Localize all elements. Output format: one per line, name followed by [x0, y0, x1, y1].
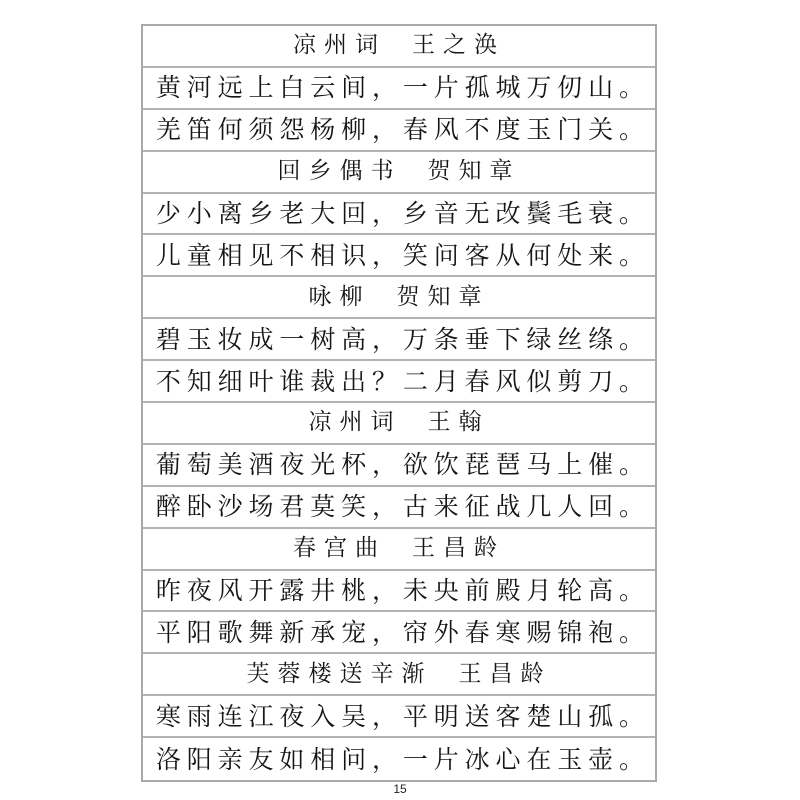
poem-character: 。 — [619, 240, 645, 270]
poem-character: ， — [372, 576, 398, 606]
poem-character: 回 — [588, 492, 614, 522]
poem-character: 高 — [588, 576, 614, 606]
poem-character: 黄 — [155, 73, 181, 103]
poem-character: 阳 — [186, 617, 212, 647]
poem-character: 。 — [619, 701, 645, 731]
poem-character: ， — [372, 324, 398, 354]
poem-title: 咏柳 — [308, 283, 371, 310]
poem-character: 春 — [402, 115, 428, 145]
poem-character: 月 — [526, 576, 552, 606]
poem-character: 锦 — [557, 617, 583, 647]
poem-character: 羌 — [155, 115, 181, 145]
poem-character: 孤 — [588, 701, 614, 731]
poem-character: 春 — [464, 366, 490, 396]
poem-title: 春宫曲 — [293, 535, 386, 562]
poem-author: 王昌龄 — [412, 535, 505, 562]
poem-character: 舞 — [248, 617, 274, 647]
poem-character: 乡 — [402, 199, 428, 228]
poem-character: 风 — [433, 115, 459, 145]
poem-character: 琶 — [495, 450, 521, 480]
poem-character: 卧 — [186, 492, 212, 522]
poem-character: 。 — [619, 115, 645, 145]
poem-character: 昨 — [155, 576, 181, 606]
poem-character: 不 — [279, 240, 305, 270]
poem-title-row — [143, 403, 655, 445]
poem-character: 片 — [433, 73, 459, 103]
poem-character: 须 — [248, 115, 274, 145]
poem-character: 河 — [186, 73, 212, 103]
poem-character: 玉 — [557, 744, 583, 774]
poem-character: 井 — [310, 576, 336, 606]
poem-character: 上 — [248, 73, 274, 103]
poem-character: 饮 — [433, 450, 459, 480]
poem-title: 凉州词 — [293, 32, 386, 59]
poem-character: 上 — [557, 450, 583, 480]
poem-character: 刀 — [588, 366, 614, 396]
poem-line — [143, 68, 655, 110]
poem-character: ， — [372, 199, 398, 228]
poem-character: 杨 — [310, 115, 336, 145]
poem-character: 几 — [526, 492, 552, 522]
poem-character: 前 — [464, 576, 490, 606]
poem-character: 衰 — [588, 199, 614, 228]
poem-line — [143, 319, 655, 361]
poem-character: 相 — [310, 744, 336, 774]
poem-character: 不 — [155, 366, 181, 396]
poem-character: 改 — [495, 199, 521, 228]
poem-character: 一 — [279, 324, 305, 354]
poem-character: 入 — [310, 701, 336, 731]
poem-character: 毛 — [557, 199, 583, 228]
poem-character: 战 — [495, 492, 521, 522]
poem-character: 山 — [557, 701, 583, 731]
poem-character: 。 — [619, 366, 645, 396]
poem-character: 间 — [341, 73, 367, 103]
poem-character: 来 — [588, 240, 614, 270]
poem-character: 儿 — [155, 240, 181, 270]
poem-character: 承 — [310, 617, 336, 647]
poem-character: ？ — [372, 366, 398, 396]
poem-author: 贺知章 — [427, 158, 521, 185]
poem-character: 白 — [279, 73, 305, 103]
poem-character: 小 — [186, 199, 212, 228]
poem-character: 征 — [464, 492, 490, 522]
poem-character: 片 — [433, 744, 459, 774]
poem-character: 客 — [495, 701, 521, 731]
poem-line — [143, 571, 655, 613]
poem-character: 云 — [310, 73, 336, 103]
poem-title-row — [143, 654, 655, 696]
poem-character: 从 — [495, 240, 521, 270]
poem-character: 央 — [433, 576, 459, 606]
poem-character: 酒 — [248, 450, 274, 480]
poem-title-row — [143, 26, 655, 68]
poem-character: 似 — [526, 366, 552, 396]
poem-character: 杯 — [341, 450, 367, 480]
poem-character: 少 — [155, 199, 181, 228]
poem-author: 贺知章 — [396, 283, 490, 310]
poem-character: 叶 — [248, 366, 274, 396]
poem-character: ， — [372, 73, 398, 103]
poem-line — [143, 738, 655, 780]
poem-character: 人 — [557, 492, 583, 522]
poem-character: 出 — [341, 366, 367, 396]
poem-character: 吴 — [341, 701, 367, 731]
poem-character: 轮 — [557, 576, 583, 606]
poem-character: 大 — [310, 199, 336, 228]
poem-character: 。 — [619, 199, 645, 228]
poem-line — [143, 361, 655, 403]
poem-character: 乡 — [248, 199, 274, 228]
poem-character: 。 — [619, 324, 645, 354]
poem-character: 风 — [217, 576, 243, 606]
poem-character: 万 — [402, 324, 428, 354]
poem-character: 远 — [217, 73, 243, 103]
poem-character: 笑 — [341, 492, 367, 522]
poem-character: 楚 — [526, 701, 552, 731]
poem-character: 宠 — [341, 617, 367, 647]
poem-character: 未 — [402, 576, 428, 606]
poem-character: 笑 — [402, 240, 428, 270]
poem-character: 条 — [433, 324, 459, 354]
poem-author: 王之涣 — [412, 32, 505, 59]
poem-character: 赐 — [526, 617, 552, 647]
poem-character: 醉 — [155, 492, 181, 522]
poem-character: 场 — [248, 492, 274, 522]
poem-character: 回 — [341, 199, 367, 228]
poem-character: 壶 — [588, 744, 614, 774]
poem-line — [143, 696, 655, 738]
poem-character: ， — [372, 450, 398, 480]
poem-character: 平 — [155, 617, 181, 647]
poem-character: 孤 — [464, 73, 490, 103]
poem-line — [143, 445, 655, 487]
poem-character: 垂 — [464, 324, 490, 354]
poem-title: 凉州词 — [308, 409, 402, 436]
poem-character: 相 — [217, 240, 243, 270]
poem-character: 。 — [619, 492, 645, 522]
poem-character: 。 — [619, 73, 645, 103]
page-number: 15 — [393, 782, 407, 796]
poem-character: 妆 — [217, 324, 243, 354]
poem-character: 何 — [526, 240, 552, 270]
poem-character: 仞 — [557, 73, 583, 103]
poem-character: 一 — [402, 744, 428, 774]
poem-character: ， — [372, 617, 398, 647]
poem-character: 夜 — [279, 450, 305, 480]
poem-character: 树 — [310, 324, 336, 354]
poem-character: 识 — [341, 240, 367, 270]
poem-character: ， — [372, 701, 398, 731]
poem-character: 绿 — [526, 324, 552, 354]
poem-character: 山 — [588, 73, 614, 103]
poem-character: 音 — [433, 199, 459, 228]
poem-character: 问 — [433, 240, 459, 270]
poem-title-row — [143, 529, 655, 571]
poem-character: 平 — [402, 701, 428, 731]
poem-character: 洛 — [155, 744, 181, 774]
poem-character: 马 — [526, 450, 552, 480]
poem-character: 光 — [310, 450, 336, 480]
poem-character: 送 — [464, 701, 490, 731]
poem-character: 城 — [495, 73, 521, 103]
poem-character: 度 — [495, 115, 521, 145]
poem-line — [143, 110, 655, 152]
copybook-grid — [141, 24, 657, 782]
poem-character: 帘 — [402, 617, 428, 647]
poem-character: 新 — [279, 617, 305, 647]
poem-character: 在 — [526, 744, 552, 774]
poem-character: 萄 — [186, 450, 212, 480]
poem-line — [143, 194, 655, 236]
poem-character: 开 — [248, 576, 274, 606]
poem-character: 月 — [433, 366, 459, 396]
poem-character: 处 — [557, 240, 583, 270]
poem-character: 如 — [279, 744, 305, 774]
poem-character: 古 — [402, 492, 428, 522]
poem-character: 绦 — [588, 324, 614, 354]
poem-character: 夜 — [186, 576, 212, 606]
poem-character: 催 — [588, 450, 614, 480]
poem-character: 何 — [217, 115, 243, 145]
poem-character: 高 — [341, 324, 367, 354]
poem-title: 回乡偶书 — [277, 158, 402, 185]
poem-character: 心 — [495, 744, 521, 774]
poem-character: 客 — [464, 240, 490, 270]
poem-title-row — [143, 277, 655, 319]
poem-character: 明 — [433, 701, 459, 731]
poem-character: 阳 — [186, 744, 212, 774]
poem-author: 王昌龄 — [458, 660, 552, 687]
poem-character: 关 — [588, 115, 614, 145]
poem-character: 丝 — [557, 324, 583, 354]
poem-character: 露 — [279, 576, 305, 606]
poem-character: 殿 — [495, 576, 521, 606]
poem-character: 离 — [217, 199, 243, 228]
poem-character: 柳 — [341, 115, 367, 145]
poem-character: 雨 — [186, 701, 212, 731]
poem-character: 怨 — [279, 115, 305, 145]
poem-title: 芙蓉楼送辛渐 — [246, 660, 433, 687]
poem-character: 碧 — [155, 324, 181, 354]
poem-character: 相 — [310, 240, 336, 270]
poem-character: 连 — [217, 701, 243, 731]
poem-line — [143, 235, 655, 277]
poem-character: 成 — [248, 324, 274, 354]
poem-character: 鬓 — [526, 199, 552, 228]
poem-character: 二 — [402, 366, 428, 396]
poem-character: 万 — [526, 73, 552, 103]
poem-character: 寒 — [155, 701, 181, 731]
poem-character: 江 — [248, 701, 274, 731]
poem-character: 。 — [619, 617, 645, 647]
poem-character: 夜 — [279, 701, 305, 731]
poem-character: 不 — [464, 115, 490, 145]
poem-character: 风 — [495, 366, 521, 396]
poem-character: 笛 — [186, 115, 212, 145]
poem-character: 来 — [433, 492, 459, 522]
poem-character: 。 — [619, 576, 645, 606]
poem-character: 裁 — [310, 366, 336, 396]
poem-character: 知 — [186, 366, 212, 396]
poem-line — [143, 487, 655, 529]
poem-character: 见 — [248, 240, 274, 270]
poem-character: 歌 — [217, 617, 243, 647]
poem-character: 老 — [279, 199, 305, 228]
poem-character: 问 — [341, 744, 367, 774]
poem-line — [143, 612, 655, 654]
poem-character: 剪 — [557, 366, 583, 396]
poem-character: 桃 — [341, 576, 367, 606]
poem-character: 童 — [186, 240, 212, 270]
poem-character: 下 — [495, 324, 521, 354]
poem-character: 玉 — [186, 324, 212, 354]
poem-character: 欲 — [402, 450, 428, 480]
poem-character: ， — [372, 240, 398, 270]
poem-character: 亲 — [217, 744, 243, 774]
poem-character: 君 — [279, 492, 305, 522]
poem-character: 玉 — [526, 115, 552, 145]
poem-character: ， — [372, 115, 398, 145]
poem-character: ， — [372, 744, 398, 774]
poem-character: 袍 — [588, 617, 614, 647]
poem-title-row — [143, 152, 655, 194]
poem-character: 冰 — [464, 744, 490, 774]
poem-character: 。 — [619, 450, 645, 480]
poem-character: 友 — [248, 744, 274, 774]
poem-character: 细 — [217, 366, 243, 396]
poem-character: 一 — [402, 73, 428, 103]
poem-character: 。 — [619, 744, 645, 774]
poem-character: 门 — [557, 115, 583, 145]
poem-character: 沙 — [217, 492, 243, 522]
poem-character: 外 — [433, 617, 459, 647]
poem-character: 寒 — [495, 617, 521, 647]
poem-character: 葡 — [155, 450, 181, 480]
poem-character: ， — [372, 492, 398, 522]
poem-character: 春 — [464, 617, 490, 647]
poem-character: 美 — [217, 450, 243, 480]
poem-character: 琵 — [464, 450, 490, 480]
poem-character: 谁 — [279, 366, 305, 396]
poem-character: 无 — [464, 199, 490, 228]
poem-character: 莫 — [310, 492, 336, 522]
poem-author: 王翰 — [427, 409, 490, 436]
